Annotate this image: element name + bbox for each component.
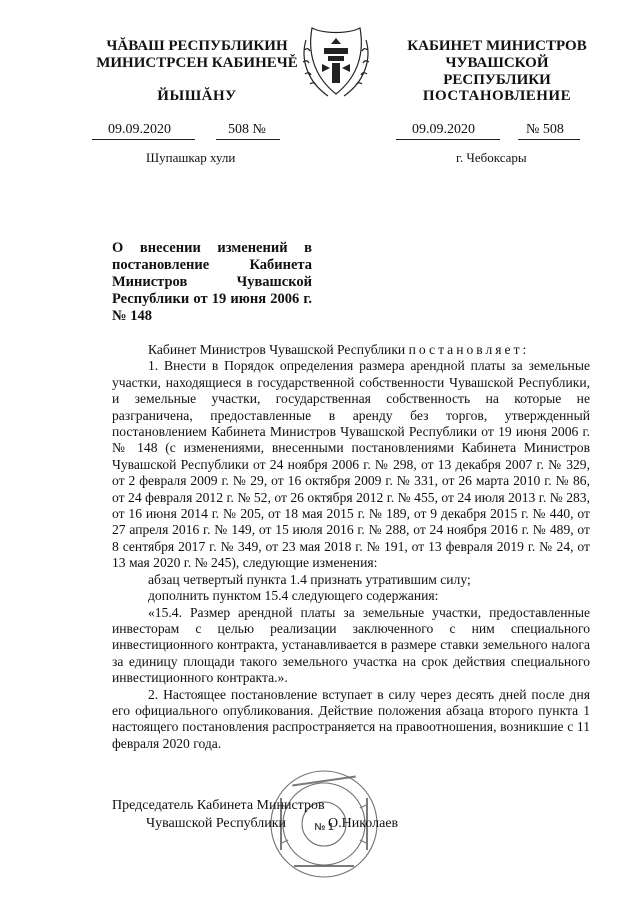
right-number: № 508 xyxy=(526,122,564,137)
document-title: О внесении изменений в постановление Кабинета Министров Чувашской Республики от 19 июня 2006 г. № 148 xyxy=(112,240,312,324)
intro-prefix: Кабинет Министров Чувашской Республики xyxy=(148,342,406,357)
doc-type-right: ПОСТАНОВЛЕНИЕ xyxy=(422,88,572,104)
coat-of-arms-icon xyxy=(298,20,374,100)
right-date-underline xyxy=(396,139,500,140)
right-date: 09.09.2020 xyxy=(412,122,475,137)
paragraph-1b: дополнить пунктом 15.4 следующего содержания: xyxy=(148,588,439,604)
place-left: Шупашкар хули xyxy=(146,150,236,165)
left-date: 09.09.2020 xyxy=(108,122,171,137)
paragraph-1: 1. Внести в Порядок определения размера арендной платы за земельные участки, находящиеся в государственной собственности Чувашской Республики, и земельные участки, государственная собственность на которые не разграничена, предоставленные в аренду без торгов, утвержденный постановлением Кабинета Министров Чувашской Республики от 19 июня 2006 г. № 148 (с изменениями, внесенными постановлениями Кабинета Министров Чувашской Республики от 24 ноября 2006 г. № 298, от 13 декабря 2007 г. № 329, от 2 февраля 2009 г. № 29, от 16 октября 2009 г. № 331, от 26 марта 2010 г. № 86, от 24 февраля 2012 г. № 52, от 26 октября 2012 г. № 455, от 24 июля 2013 г. № 283, от 16 июня 2014 г. № 205, от 18 мая 2015 г. № 189, от 9 декабря 2015 г. № 440, от 27 апреля 2016 г. № 149, от 15 июля 2016 г. № 288, от 24 ноября 2016 г. № 489, от 8 сентября 2017 г. № 349, от 23 мая 2018 г. № 191, от 13 февраля 2019 г. № 24, от 13 мая 2020 г. № 245), следующие изменения: xyxy=(112,358,590,571)
header-left-line2: МИНИСТРСЕН КАБИНЕЧĚ xyxy=(96,55,298,71)
paragraph-1c: «15.4. Размер арендной платы за земельные участки, предоставленные инвесторам с целью реализации заключенного с ним специального инвестиционного контракта, устанавливается в размере ставки земельного налога за единицу площади такого земельного участка на срок действия специального инвестиционного контракта.». xyxy=(112,604,590,686)
paragraph-2: 2. Настоящее постановление вступает в силу через десять дней после дня его официального опубликования. Действие положения абзаца второго пункта 1 настоящего постановления распространяется на правоотношения, возникшие с 11 февраля 2020 года. xyxy=(112,686,590,751)
signature-title-line1: Председатель Кабинета Министров xyxy=(112,798,325,813)
signatory-name: О.Николаев xyxy=(328,816,399,831)
left-number: 508 № xyxy=(228,122,266,137)
left-number-underline xyxy=(216,139,280,140)
header-right xyxy=(392,38,602,89)
signature-title-line2: Чувашской Республики xyxy=(146,816,287,831)
header-right-line1: КАБИНЕТ МИНИСТРОВ xyxy=(407,38,587,54)
paragraph-1a: абзац четвертый пункта 1.4 признать утратившим силу; xyxy=(148,571,471,587)
header-right-line2: ЧУВАШСКОЙ РЕСПУБЛИКИ xyxy=(443,55,551,88)
doc-type-left: ЙЫШĂНУ xyxy=(157,88,237,104)
document-body xyxy=(112,342,590,752)
intro-verb: постановляет: xyxy=(408,342,530,357)
left-date-underline xyxy=(92,139,195,140)
stamp-number: № 1 xyxy=(314,822,334,833)
intro-paragraph xyxy=(112,342,590,358)
header-left-line1: ЧĂВАШ РЕСПУБЛИКИН xyxy=(106,38,288,54)
header-left xyxy=(92,38,302,72)
place-right: г. Чебоксары xyxy=(456,150,527,165)
right-number-underline xyxy=(518,139,580,140)
